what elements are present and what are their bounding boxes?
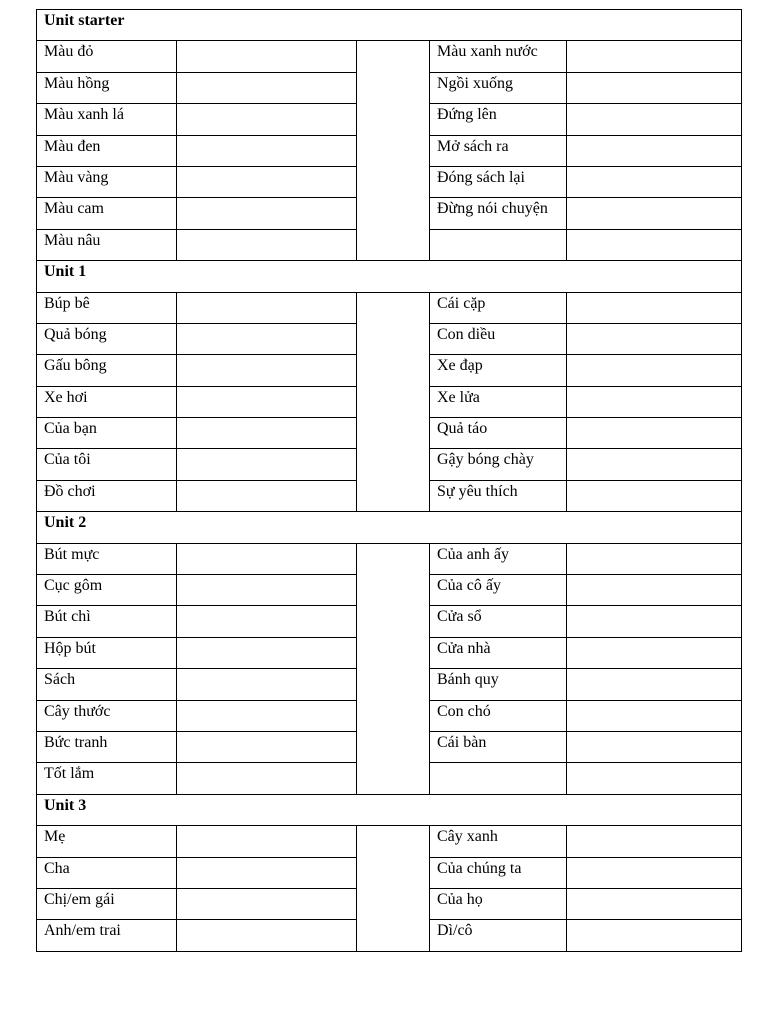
- vocab-word-left: Bút mực: [37, 543, 177, 574]
- answer-cell-left[interactable]: [177, 480, 357, 511]
- vocab-word-right: Quả táo: [430, 418, 567, 449]
- unit-title: Unit starter: [37, 10, 742, 41]
- answer-cell-right[interactable]: [567, 575, 742, 606]
- answer-cell-right[interactable]: [567, 669, 742, 700]
- vocab-word-left: Quả bóng: [37, 323, 177, 354]
- answer-cell-right[interactable]: [567, 606, 742, 637]
- vocab-word-left: Cha: [37, 857, 177, 888]
- vocab-word-right: Đừng nói chuyện: [430, 198, 567, 229]
- answer-cell-right[interactable]: [567, 700, 742, 731]
- vocab-row: [37, 292, 742, 323]
- answer-cell-left[interactable]: [177, 857, 357, 888]
- answer-cell-left[interactable]: [177, 418, 357, 449]
- answer-cell-left[interactable]: [177, 920, 357, 951]
- vocab-word-right: Bánh quy: [430, 669, 567, 700]
- answer-cell-right[interactable]: [567, 826, 742, 857]
- answer-cell-left[interactable]: [177, 669, 357, 700]
- column-gap: [357, 292, 430, 512]
- answer-cell-left[interactable]: [177, 229, 357, 260]
- vocab-word-left: Màu đen: [37, 135, 177, 166]
- answer-cell-left[interactable]: [177, 292, 357, 323]
- answer-cell-left[interactable]: [177, 575, 357, 606]
- vocab-word-right: Của cô ấy: [430, 575, 567, 606]
- vocab-word-left: Anh/em trai: [37, 920, 177, 951]
- answer-cell-right[interactable]: [567, 888, 742, 919]
- answer-cell-left[interactable]: [177, 72, 357, 103]
- answer-cell-right[interactable]: [567, 480, 742, 511]
- vocab-word-left: Sách: [37, 669, 177, 700]
- vocab-word-right: Con diều: [430, 323, 567, 354]
- vocab-word-left: Màu vàng: [37, 166, 177, 197]
- answer-cell-left[interactable]: [177, 198, 357, 229]
- vocabulary-worksheet-table: [36, 9, 742, 952]
- answer-cell-right[interactable]: [567, 72, 742, 103]
- vocab-word-left: Đồ chơi: [37, 480, 177, 511]
- vocab-word-right: Đóng sách lại: [430, 166, 567, 197]
- vocab-word-right: Màu xanh nước: [430, 41, 567, 72]
- vocab-word-right: Của anh ấy: [430, 543, 567, 574]
- answer-cell-left[interactable]: [177, 826, 357, 857]
- vocab-word-right: Mở sách ra: [430, 135, 567, 166]
- vocab-row: [37, 41, 742, 72]
- vocab-word-right: Xe đạp: [430, 355, 567, 386]
- vocab-word-right: Sự yêu thích: [430, 480, 567, 511]
- answer-cell-left[interactable]: [177, 355, 357, 386]
- answer-cell-left[interactable]: [177, 449, 357, 480]
- vocab-word-right: Con chó: [430, 700, 567, 731]
- answer-cell-left[interactable]: [177, 637, 357, 668]
- vocab-word-left: Cây thước: [37, 700, 177, 731]
- answer-cell-right[interactable]: [567, 41, 742, 72]
- answer-cell-left[interactable]: [177, 606, 357, 637]
- vocab-word-left: Búp bê: [37, 292, 177, 323]
- vocab-word-left: Bức tranh: [37, 731, 177, 762]
- answer-cell-right[interactable]: [567, 386, 742, 417]
- column-gap: [357, 41, 430, 261]
- answer-cell-left[interactable]: [177, 386, 357, 417]
- vocab-word-right: Ngồi xuống: [430, 72, 567, 103]
- vocab-word-right: Của chúng ta: [430, 857, 567, 888]
- vocab-word-left: Màu đỏ: [37, 41, 177, 72]
- answer-cell-left[interactable]: [177, 700, 357, 731]
- unit-header-row: [37, 794, 742, 825]
- vocab-word-right: Cửa sổ: [430, 606, 567, 637]
- answer-cell-right[interactable]: [567, 763, 742, 794]
- answer-cell-right[interactable]: [567, 166, 742, 197]
- answer-cell-right[interactable]: [567, 135, 742, 166]
- vocab-word-right: Dì/cô: [430, 920, 567, 951]
- vocab-word-left: Màu nâu: [37, 229, 177, 260]
- vocab-word-right: Cây xanh: [430, 826, 567, 857]
- answer-cell-left[interactable]: [177, 104, 357, 135]
- vocab-row: [37, 543, 742, 574]
- vocab-word-right: Cửa nhà: [430, 637, 567, 668]
- answer-cell-right[interactable]: [567, 292, 742, 323]
- vocab-word-right: [430, 763, 567, 794]
- vocab-word-left: Gấu bông: [37, 355, 177, 386]
- answer-cell-left[interactable]: [177, 888, 357, 919]
- vocab-word-left: Tốt lắm: [37, 763, 177, 794]
- answer-cell-right[interactable]: [567, 920, 742, 951]
- answer-cell-left[interactable]: [177, 731, 357, 762]
- answer-cell-right[interactable]: [567, 637, 742, 668]
- answer-cell-right[interactable]: [567, 355, 742, 386]
- vocab-word-left: Màu hồng: [37, 72, 177, 103]
- vocab-word-left: Của tôi: [37, 449, 177, 480]
- answer-cell-left[interactable]: [177, 323, 357, 354]
- vocab-word-right: Đứng lên: [430, 104, 567, 135]
- unit-header-row: [37, 261, 742, 292]
- vocab-word-right: Gậy bóng chày: [430, 449, 567, 480]
- vocab-word-left: Mẹ: [37, 826, 177, 857]
- vocab-word-right: Cái cặp: [430, 292, 567, 323]
- vocab-word-right: Cái bàn: [430, 731, 567, 762]
- answer-cell-left[interactable]: [177, 135, 357, 166]
- answer-cell-right[interactable]: [567, 543, 742, 574]
- vocab-word-left: Của bạn: [37, 418, 177, 449]
- vocab-word-left: Hộp bút: [37, 637, 177, 668]
- column-gap: [357, 543, 430, 794]
- vocab-word-right: [430, 229, 567, 260]
- unit-title: Unit 3: [37, 794, 742, 825]
- answer-cell-right[interactable]: [567, 857, 742, 888]
- answer-cell-right[interactable]: [567, 418, 742, 449]
- vocab-word-right: Xe lửa: [430, 386, 567, 417]
- vocab-row: [37, 826, 742, 857]
- vocab-word-left: Màu xanh lá: [37, 104, 177, 135]
- answer-cell-right[interactable]: [567, 731, 742, 762]
- vocab-word-right: Của họ: [430, 888, 567, 919]
- answer-cell-left[interactable]: [177, 763, 357, 794]
- answer-cell-left[interactable]: [177, 41, 357, 72]
- answer-cell-right[interactable]: [567, 104, 742, 135]
- answer-cell-left[interactable]: [177, 543, 357, 574]
- vocab-word-left: Bút chì: [37, 606, 177, 637]
- answer-cell-right[interactable]: [567, 449, 742, 480]
- unit-header-row: [37, 10, 742, 41]
- answer-cell-right[interactable]: [567, 229, 742, 260]
- column-gap: [357, 826, 430, 952]
- unit-title: Unit 1: [37, 261, 742, 292]
- unit-header-row: [37, 512, 742, 543]
- unit-title: Unit 2: [37, 512, 742, 543]
- worksheet-body: [37, 10, 742, 952]
- vocab-word-left: Xe hơi: [37, 386, 177, 417]
- vocab-word-left: Cục gôm: [37, 575, 177, 606]
- answer-cell-right[interactable]: [567, 198, 742, 229]
- vocab-word-left: Màu cam: [37, 198, 177, 229]
- vocab-word-left: Chị/em gái: [37, 888, 177, 919]
- answer-cell-right[interactable]: [567, 323, 742, 354]
- answer-cell-left[interactable]: [177, 166, 357, 197]
